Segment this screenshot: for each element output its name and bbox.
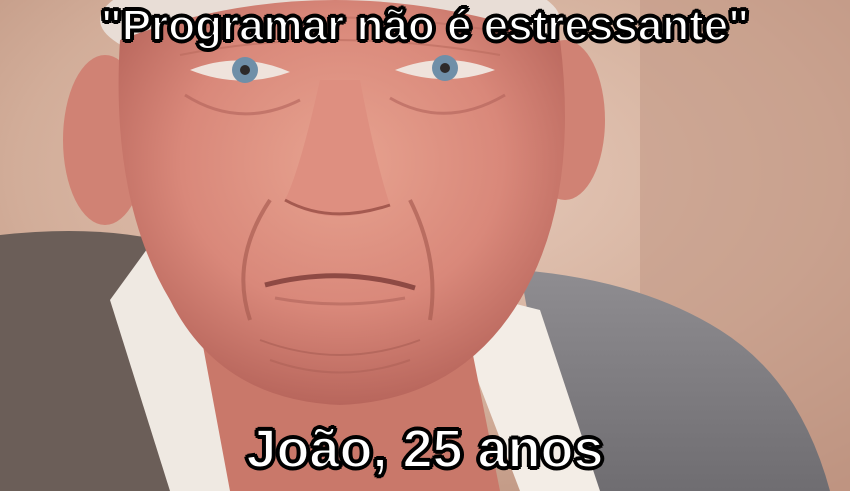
top-caption: "Programar não é estressante" xyxy=(100,1,750,50)
bottom-caption: João, 25 anos xyxy=(246,419,604,479)
